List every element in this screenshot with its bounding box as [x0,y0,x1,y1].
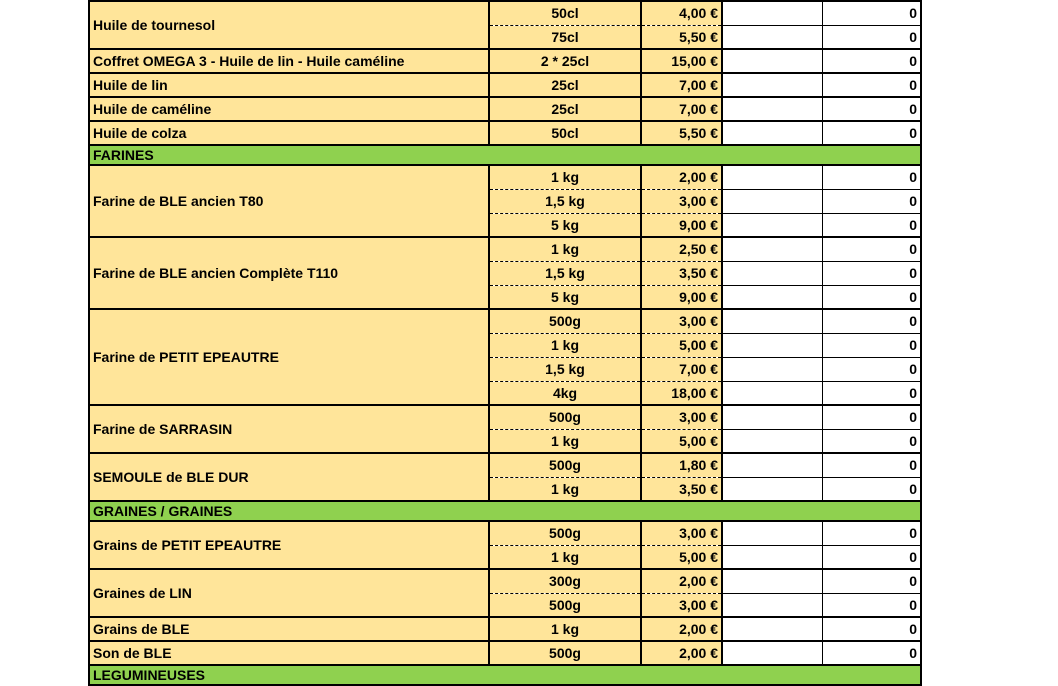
product-row [89,617,921,641]
product-row [89,569,921,593]
product-row [89,165,921,189]
product-row [89,453,921,477]
size-cell: 1 kg [489,237,641,261]
total-cell: 0 [822,617,921,641]
total-cell: 0 [822,381,921,405]
size-cell: 1,5 kg [489,189,641,213]
total-cell: 0 [822,213,921,237]
price-cell: 3,00 € [641,189,722,213]
price-cell: 18,00 € [641,381,722,405]
order-form-table [88,0,922,686]
total-cell: 0 [822,237,921,261]
size-cell: 1 kg [489,545,641,569]
category-row [89,145,921,165]
price-cell: 1,80 € [641,453,722,477]
product-row [89,97,921,121]
product-name: Huile de tournesol [89,1,489,49]
product-row [89,237,921,261]
quantity-input-cell[interactable] [722,569,822,593]
size-cell: 500g [489,405,641,429]
product-name: Farine de BLE ancien Complète T110 [89,237,489,309]
price-cell: 9,00 € [641,285,722,309]
quantity-input-cell[interactable] [722,189,822,213]
total-cell: 0 [822,121,921,145]
price-cell: 5,00 € [641,429,722,453]
price-cell: 9,00 € [641,213,722,237]
price-cell: 15,00 € [641,49,722,73]
total-cell: 0 [822,429,921,453]
product-row [89,309,921,333]
category-row [89,665,921,685]
product-name: Coffret OMEGA 3 - Huile de lin - Huile caméline [89,49,489,73]
total-cell: 0 [822,309,921,333]
size-cell: 5 kg [489,213,641,237]
product-row [89,1,921,25]
price-cell: 3,00 € [641,593,722,617]
price-cell: 3,00 € [641,521,722,545]
quantity-input-cell[interactable] [722,453,822,477]
quantity-input-cell[interactable] [722,593,822,617]
size-cell: 1 kg [489,617,641,641]
price-cell: 3,50 € [641,477,722,501]
price-cell: 3,00 € [641,309,722,333]
product-row [89,641,921,665]
product-name: Huile de colza [89,121,489,145]
quantity-input-cell[interactable] [722,381,822,405]
quantity-input-cell[interactable] [722,73,822,97]
quantity-input-cell[interactable] [722,309,822,333]
quantity-input-cell[interactable] [722,405,822,429]
total-cell: 0 [822,285,921,309]
size-cell: 300g [489,569,641,593]
quantity-input-cell[interactable] [722,285,822,309]
order-form-body [89,1,921,685]
quantity-input-cell[interactable] [722,521,822,545]
product-row [89,521,921,545]
total-cell: 0 [822,261,921,285]
category-label: LEGUMINEUSES [89,665,921,685]
price-cell: 2,00 € [641,569,722,593]
product-name: Grains de PETIT EPEAUTRE [89,521,489,569]
size-cell: 25cl [489,97,641,121]
quantity-input-cell[interactable] [722,165,822,189]
price-cell: 5,00 € [641,333,722,357]
price-cell: 5,50 € [641,121,722,145]
total-cell: 0 [822,73,921,97]
price-cell: 3,50 € [641,261,722,285]
price-cell: 5,50 € [641,25,722,49]
category-row [89,501,921,521]
quantity-input-cell[interactable] [722,213,822,237]
size-cell: 1 kg [489,165,641,189]
size-cell: 1,5 kg [489,357,641,381]
size-cell: 1,5 kg [489,261,641,285]
quantity-input-cell[interactable] [722,25,822,49]
size-cell: 500g [489,593,641,617]
quantity-input-cell[interactable] [722,357,822,381]
price-cell: 2,00 € [641,641,722,665]
total-cell: 0 [822,97,921,121]
quantity-input-cell[interactable] [722,261,822,285]
product-name: Graines de LIN [89,569,489,617]
product-row [89,121,921,145]
price-cell: 4,00 € [641,1,722,25]
total-cell: 0 [822,49,921,73]
price-cell: 7,00 € [641,97,722,121]
total-cell: 0 [822,641,921,665]
product-row [89,405,921,429]
total-cell: 0 [822,165,921,189]
total-cell: 0 [822,357,921,381]
quantity-input-cell[interactable] [722,237,822,261]
price-cell: 7,00 € [641,357,722,381]
total-cell: 0 [822,333,921,357]
size-cell: 1 kg [489,477,641,501]
price-cell: 7,00 € [641,73,722,97]
size-cell: 500g [489,641,641,665]
size-cell: 5 kg [489,285,641,309]
total-cell: 0 [822,1,921,25]
product-name: Farine de SARRASIN [89,405,489,453]
total-cell: 0 [822,25,921,49]
size-cell: 4kg [489,381,641,405]
price-cell: 2,50 € [641,237,722,261]
size-cell: 2 * 25cl [489,49,641,73]
product-name: Son de BLE [89,641,489,665]
size-cell: 25cl [489,73,641,97]
quantity-input-cell[interactable] [722,429,822,453]
product-row [89,73,921,97]
category-label: GRAINES / GRAINES [89,501,921,521]
product-name: Huile de caméline [89,97,489,121]
total-cell: 0 [822,477,921,501]
quantity-input-cell[interactable] [722,121,822,145]
total-cell: 0 [822,189,921,213]
quantity-input-cell[interactable] [722,641,822,665]
price-cell: 2,00 € [641,165,722,189]
size-cell: 1 kg [489,429,641,453]
quantity-input-cell[interactable] [722,617,822,641]
total-cell: 0 [822,453,921,477]
product-name: Huile de lin [89,73,489,97]
total-cell: 0 [822,593,921,617]
size-cell: 1 kg [489,333,641,357]
size-cell: 50cl [489,121,641,145]
product-name: Farine de BLE ancien T80 [89,165,489,237]
category-label: FARINES [89,145,921,165]
size-cell: 500g [489,309,641,333]
product-row [89,49,921,73]
price-cell: 2,00 € [641,617,722,641]
size-cell: 50cl [489,1,641,25]
quantity-input-cell[interactable] [722,333,822,357]
quantity-input-cell[interactable] [722,477,822,501]
size-cell: 500g [489,521,641,545]
quantity-input-cell[interactable] [722,545,822,569]
total-cell: 0 [822,521,921,545]
price-cell: 3,00 € [641,405,722,429]
price-cell: 5,00 € [641,545,722,569]
quantity-input-cell[interactable] [722,49,822,73]
size-cell: 500g [489,453,641,477]
total-cell: 0 [822,569,921,593]
quantity-input-cell[interactable] [722,1,822,25]
size-cell: 75cl [489,25,641,49]
product-name: Farine de PETIT EPEAUTRE [89,309,489,405]
total-cell: 0 [822,405,921,429]
quantity-input-cell[interactable] [722,97,822,121]
product-name: SEMOULE de BLE DUR [89,453,489,501]
total-cell: 0 [822,545,921,569]
product-name: Grains de BLE [89,617,489,641]
